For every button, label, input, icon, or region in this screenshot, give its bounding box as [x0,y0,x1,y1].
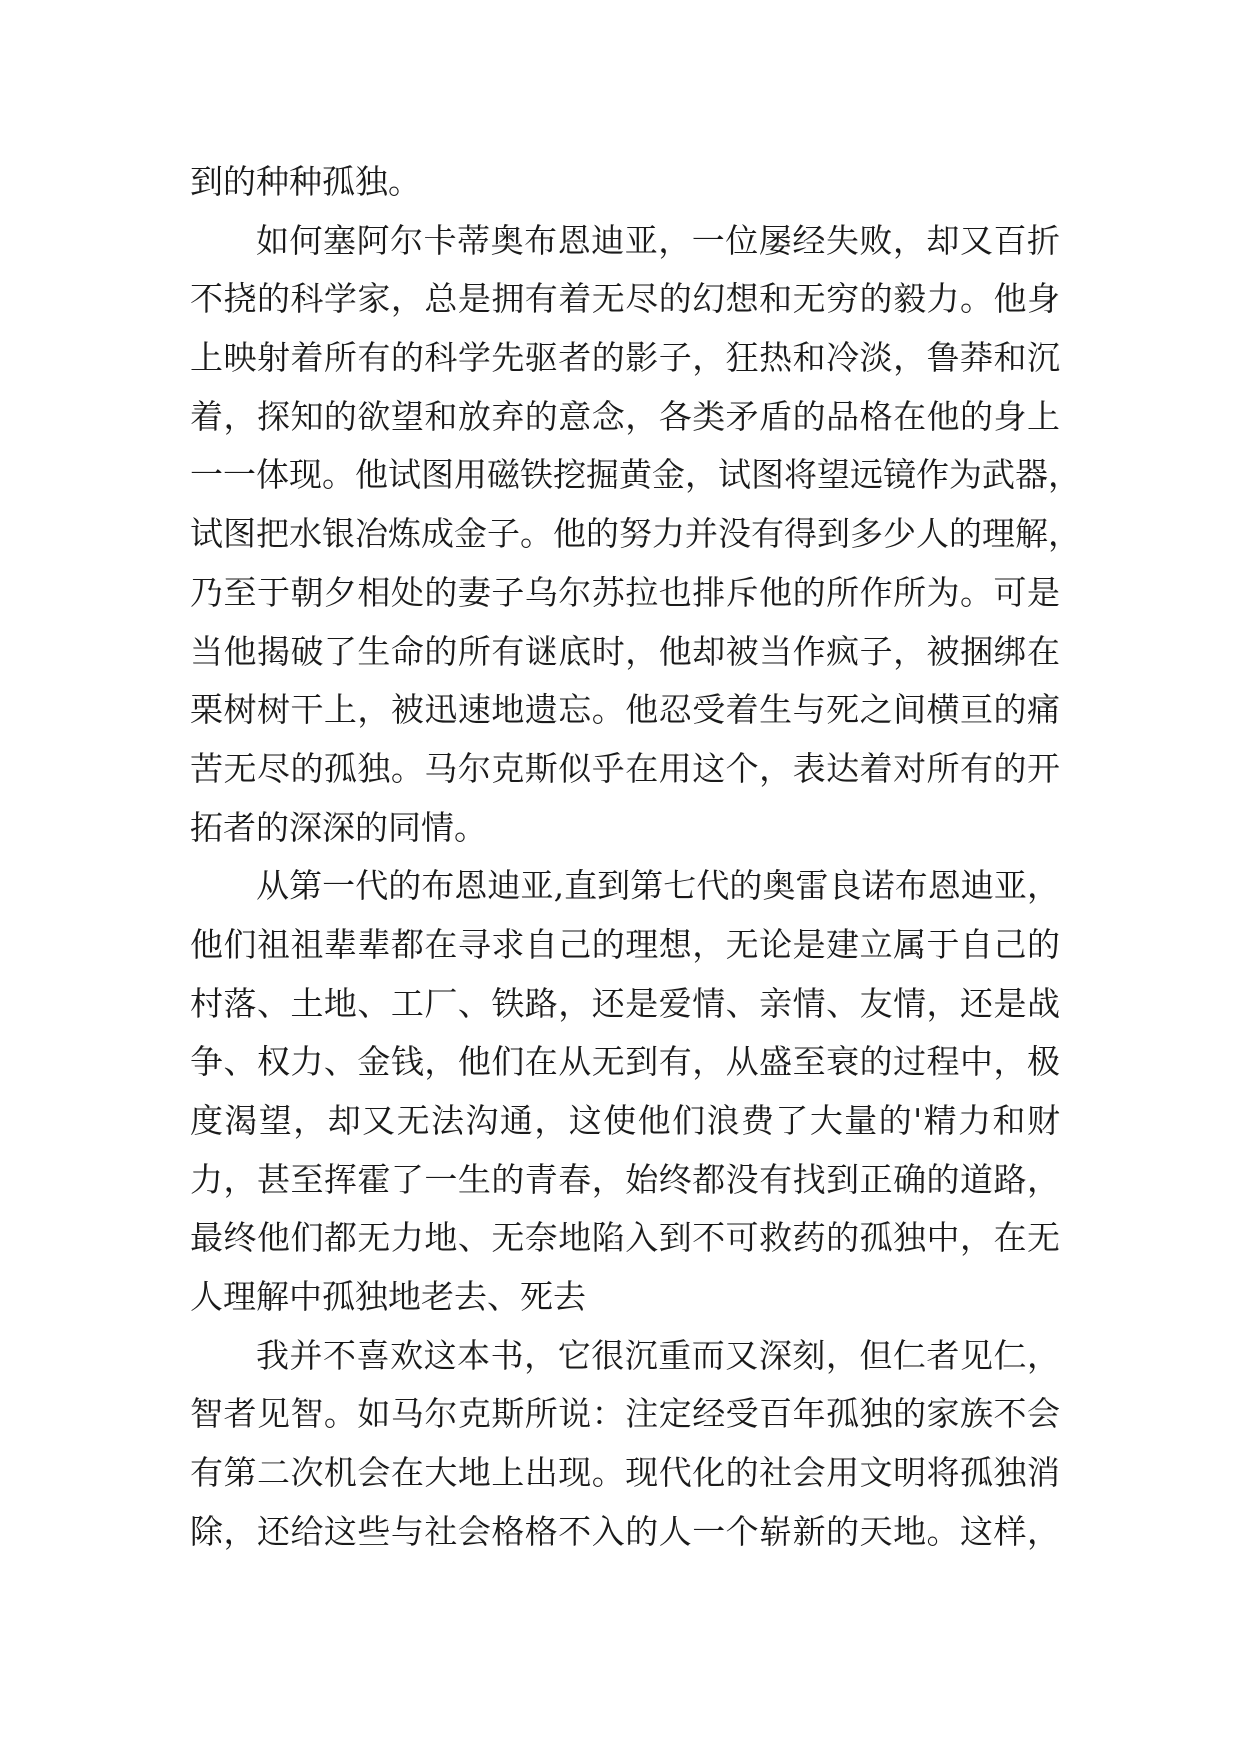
text-line: 当他揭破了生命的所有谜底时，他却被当作疯子，被捆绑在 [190,631,1060,671]
text-line: 人理解中孤独地老去、死去 [190,1277,586,1317]
text-line: 最终他们都无力地、无奈地陷入到不可救药的孤独中，在无 [190,1218,1060,1258]
text-line: 智者见智。如马尔克斯所说：注定经受百年孤独的家族不会 [190,1394,1060,1434]
text-line: 栗树树干上，被迅速地遗忘。他忍受着生与死之间横亘的痛 [190,690,1060,730]
text-line: 如何塞阿尔卡蒂奥布恩迪亚，一位屡经失败，却又百折 [256,220,1060,260]
text-line: 乃至于朝夕相处的妻子乌尔苏拉也排斥他的所作所为。可是 [190,572,1060,612]
text-line: 试图把水银冶炼成金子。他的努力并没有得到多少人的理解， [190,514,1081,554]
text-line: 不挠的科学家，总是拥有着无尽的幻想和无穷的毅力。他身 [190,279,1060,319]
text-line: 力，甚至挥霍了一生的青春，始终都没有找到正确的道路， [190,1159,1060,1199]
text-line: 着，探知的欲望和放弃的意念，各类矛盾的品格在他的身上 [190,396,1060,436]
text-line: 村落、土地、工厂、铁路，还是爱情、亲情、友情，还是战 [190,983,1060,1023]
document-body [190,153,1081,1562]
text-line: 度渴望，却又无法沟通，这使他们浪费了大量的'精力和财 [190,1101,1060,1140]
text-line: 除，还给这些与社会格格不入的人一个崭新的天地。这样， [190,1511,1060,1551]
text-line: 苦无尽的孤独。马尔克斯似乎在用这个，表达着对所有的开 [190,748,1060,788]
text-line: 从第一代的布恩迪亚,直到第七代的奥雷良诺布恩迪亚， [256,866,1060,906]
text-line: 到的种种孤独。 [190,162,421,201]
text-line: 上映射着所有的科学先驱者的影子，狂热和冷淡，鲁莽和沉 [190,338,1060,378]
text-line: 拓者的深深的同情。 [190,807,487,847]
text-line: 我并不喜欢这本书，它很沉重而又深刻，但仁者见仁， [256,1335,1060,1375]
text-line: 他们祖祖辈辈都在寻求自己的理想，无论是建立属于自己的 [190,924,1060,964]
text-line: 一一体现。他试图用磁铁挖掘黄金，试图将望远镜作为武器， [190,455,1081,495]
text-line: 争、权力、金钱，他们在从无到有，从盛至衰的过程中，极 [190,1042,1060,1082]
text-line: 有第二次机会在大地上出现。现代化的社会用文明将孤独消 [190,1453,1060,1493]
